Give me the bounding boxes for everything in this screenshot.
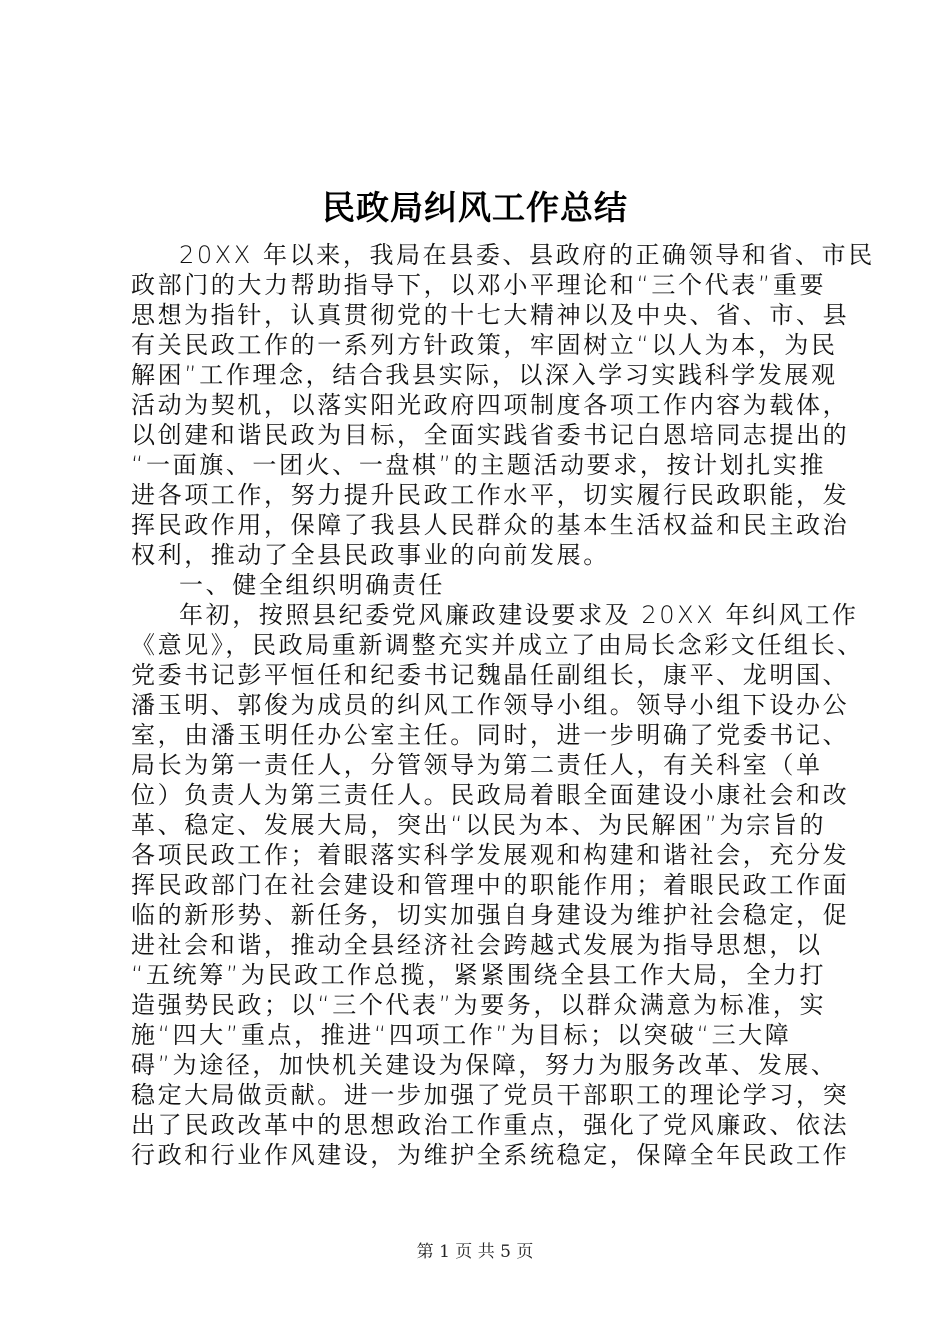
paragraph-line: 潘玉明、郭俊为成员的纠风工作领导小组。领导小组下设办公: [131, 691, 850, 719]
paragraph-line: 施“四大”重点，推进“四项工作”为目标；以突破“三大障: [131, 1021, 792, 1049]
paragraph-line: “一面旗、一团火、一盘棋”的主题活动要求，按计划扎实推: [131, 451, 827, 479]
document-title: 民政局纠风工作总结: [322, 188, 628, 227]
paragraph-line: 局长为第一责任人，分管领导为第二责任人，有关科室（单: [131, 751, 823, 779]
paragraph-line: 有关民政工作的一系列方针政策，牢固树立“以人为本，为民: [131, 331, 838, 359]
paragraph-line: 思想为指针，认真贯彻党的十七大精神以及中央、省、市、县: [131, 301, 850, 329]
paragraph-line: 20XX 年以来，我局在县委、县政府的正确领导和省、市民: [179, 241, 875, 269]
paragraph-line: 活动为契机，以落实阳光政府四项制度各项工作内容为载体，: [131, 391, 850, 419]
paragraph-line: 年初，按照县纪委党风廉政建设要求及 20XX 年纠风工作: [179, 601, 859, 629]
paragraph-line: 造强势民政；以“三个代表”为要务，以群众满意为标准，实: [131, 991, 827, 1019]
paragraph-line: 革、稳定、发展大局，突出“以民为本、为民解困”为宗旨的: [131, 811, 827, 839]
paragraph-line: 各项民政工作；着眼落实科学发展观和构建和谐社会，充分发: [131, 841, 850, 869]
page-number-footer: 第 1 页 共 5 页: [416, 1242, 534, 1262]
paragraph-line: 进社会和谐，推动全县经济社会跨越式发展为指导思想，以: [131, 931, 823, 959]
paragraph-line: 行政和行业作风建设，为维护全系统稳定，保障全年民政工作: [131, 1141, 850, 1169]
paragraph-line: 挥民政作用，保障了我县人民群众的基本生活权益和民主政治: [131, 511, 850, 539]
paragraph-line: 党委书记彭平恒任和纪委书记魏晶任副组长，康平、龙明国、: [131, 661, 850, 689]
paragraph-line: 《意见》，民政局重新调整充实并成立了由局长念彩文任组长、: [131, 631, 864, 659]
paragraph-line: 出了民政改革中的思想政治工作重点，强化了党风廉政、依法: [131, 1111, 850, 1139]
paragraph-line: 权利，推动了全县民政事业的向前发展。: [131, 541, 610, 569]
section-heading: 一、健全组织明确责任: [179, 571, 445, 599]
paragraph-line: 解困”工作理念，结合我县实际，以深入学习实践科学发展观: [131, 361, 838, 389]
paragraph-line: “五统筹”为民政工作总揽，紧紧围绕全县工作大局，全力打: [131, 961, 827, 989]
paragraph-line: 碍”为途径，加快机关建设为保障，努力为服务改革、发展、: [131, 1051, 838, 1079]
paragraph-line: 挥民政部门在社会建设和管理中的职能作用；着眼民政工作面: [131, 871, 850, 899]
document-body: [131, 240, 875, 1170]
paragraph-line: 进各项工作，努力提升民政工作水平，切实履行民政职能，发: [131, 481, 850, 509]
paragraph-line: 政部门的大力帮助指导下，以邓小平理论和“三个代表”重要: [131, 271, 827, 299]
paragraph-line: 以创建和谐民政为目标，全面实践省委书记白恩培同志提出的: [131, 421, 850, 449]
paragraph-line: 稳定大局做贡献。进一步加强了党员干部职工的理论学习，突: [131, 1081, 850, 1109]
paragraph-line: 位）负责人为第三责任人。民政局着眼全面建设小康社会和改: [131, 781, 850, 809]
paragraph-line: 临的新形势、新任务，切实加强自身建设为维护社会稳定，促: [131, 901, 850, 929]
paragraph-line: 室，由潘玉明任办公室主任。同时，进一步明确了党委书记、: [131, 721, 850, 749]
